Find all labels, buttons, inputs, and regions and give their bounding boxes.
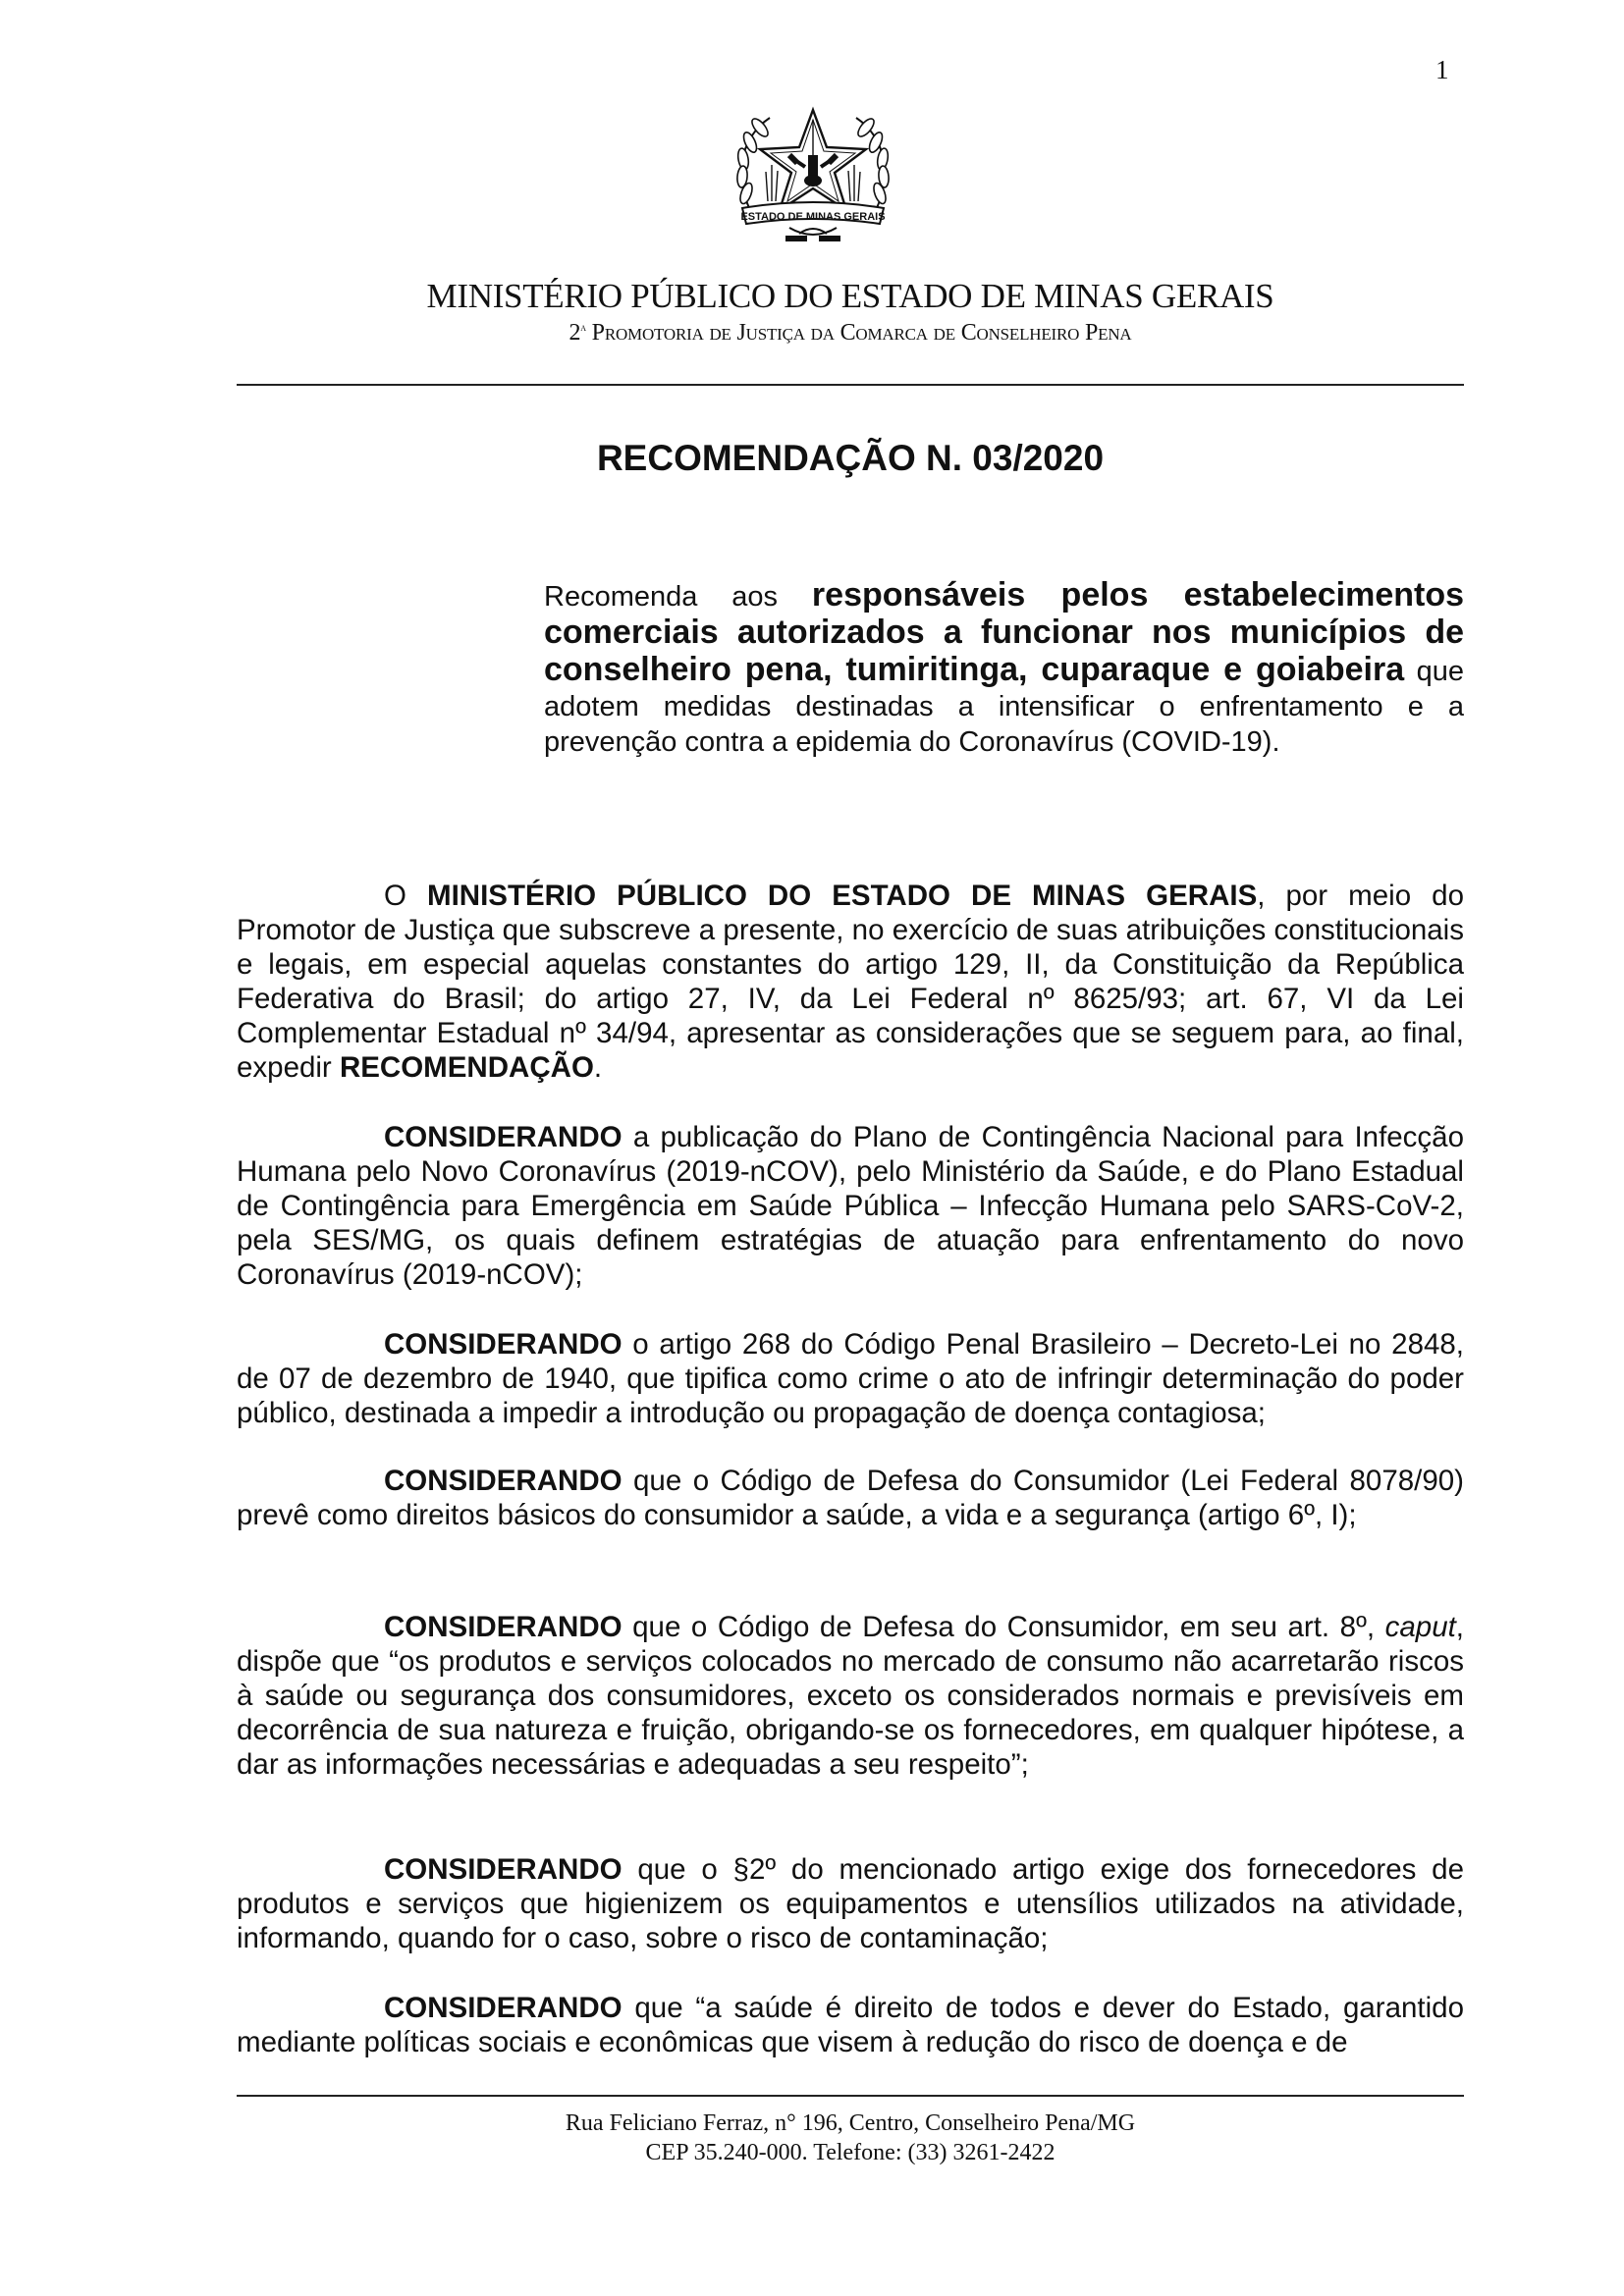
document-title: RECOMENDAÇÃO N. 03/2020 (596, 438, 1105, 478)
paragraph-considerando (237, 1464, 1464, 1532)
subtitle-text: Promotoria de Justiça da Comarca de Conselheiro Pena (591, 320, 1132, 346)
considerando-label: CONSIDERANDO (384, 1853, 623, 1886)
paragraph-considerando (237, 1991, 1464, 2059)
considerando-label: CONSIDERANDO (384, 1328, 623, 1361)
coat-of-arms-seal (731, 98, 895, 245)
paragraph-italic: caput (1384, 1611, 1456, 1643)
paragraph-text-continued: , dispõe que “os produtos e serviços colocados no mercado de consumo não acarretarão riscos à saúde ou segurança dos consumidores, exceto os considerados normais e previsíveis em decorrência de sua natureza e fruição, obrigando-se os fornecedores, em qualquer hipótese, a dar as informações necessárias e adequadas a seu respeito”; (237, 1611, 1464, 1781)
paragraph-text: o artigo 268 do Código Penal Brasileiro – Decreto-Lei no 2848, de 07 de dezembro de 1940, que tipifica como crime o ato de infringir determinação do poder público, destinada a impedir a introdução ou propagação de doença contagiosa; (237, 1328, 1464, 1429)
paragraph-considerando (237, 1120, 1464, 1292)
paragraph-text: a publicação do Plano de Contingência Nacional para Infecção Humana pelo Novo Coronavírus (2019-nCOV), pelo Ministério da Saúde, e do Plano Estadual de Contingência para Emergência em Saúde Pública – Infecção Humana pelo SARS-CoV-2, pela SES/MG, os quais definem estratégias de atuação para enfrentamento do novo Coronavírus (2019-nCOV); (237, 1121, 1464, 1291)
paragraph-preamble (237, 879, 1464, 1085)
subtitle-ordinal: 2 (568, 320, 581, 346)
considerando-label: CONSIDERANDO (384, 1611, 623, 1643)
ementa-tail: que adotem medidas destinadas a intensificar o enfrentamento e a prevenção contra a epidemia do Coronavírus (COVID-19). (544, 656, 1464, 758)
paragraph-text: que o Código de Defesa do Consumidor, em seu art. 8º, (622, 1611, 1385, 1643)
subtitle-ordinal-suffix: a (580, 320, 586, 334)
footer-address: Rua Feliciano Ferraz, n° 196, Centro, Conselheiro Pena/MG (565, 2110, 1136, 2136)
paragraph-text: que “a saúde é direito de todos e dever do Estado, garantido mediante políticas sociais e econômicas que visem à redução do risco de doença e de (237, 1992, 1464, 2058)
considerando-label: CONSIDERANDO (384, 1121, 623, 1153)
header-divider (237, 384, 1464, 386)
coat-of-arms-icon (731, 98, 895, 245)
paragraph-considerando (237, 1852, 1464, 1955)
paragraph-end: . (593, 1051, 603, 1084)
footer-contact: CEP 35.240-000. Telefone: (33) 3261-2422 (645, 2140, 1056, 2165)
institution-title: MINISTÉRIO PÚBLICO DO ESTADO DE MINAS GERAIS (426, 277, 1274, 315)
paragraph-considerando (237, 1610, 1464, 1782)
institution-subtitle (237, 320, 1464, 347)
paragraph-bold: MINISTÉRIO PÚBLICO DO ESTADO DE MINAS GERAIS (427, 880, 1258, 912)
paragraph-lead: O (384, 880, 427, 912)
seal-ribbon-text: ESTADO DE MINAS GERAIS (740, 211, 886, 223)
paragraph-considerando (237, 1327, 1464, 1430)
footer-divider (237, 2095, 1464, 2097)
considerando-label: CONSIDERANDO (384, 1992, 623, 2024)
ementa-bold: responsáveis pelos estabelecimentos comerciais autorizados a funcionar nos municípios de conselheiro pena, tumiritinga, cuparaque e goiabeira (544, 576, 1464, 688)
ementa-lead: Recomenda aos (544, 581, 812, 613)
considerando-label: CONSIDERANDO (384, 1465, 623, 1497)
paragraph-text: que o Código de Defesa do Consumidor (Lei Federal 8078/90) prevê como direitos básicos do consumidor a saúde, a vida e a segurança (artigo 6º, I); (237, 1465, 1464, 1531)
paragraph-text: , por meio do Promotor de Justiça que subscreve a presente, no exercício de suas atribuições constitucionais e legais, em especial aquelas constantes do artigo 129, II, da Constituição da República Federativa do Brasil; do artigo 27, IV, da Lei Federal nº 8625/93; art. 67, VI da Lei Complementar Estadual nº 34/94, apresentar as considerações que se seguem para, ao final, expedir (237, 880, 1464, 1084)
paragraph-text: que o §2º do mencionado artigo exige dos fornecedores de produtos e serviços que higienizem os equipamentos e utensílios utilizados na atividade, informando, quando for o caso, sobre o risco de contaminação; (237, 1853, 1464, 1954)
document-ementa (544, 577, 1464, 760)
paragraph-bold-recomendacao: RECOMENDAÇÃO (339, 1051, 594, 1084)
page-number: 1 (1435, 55, 1449, 84)
